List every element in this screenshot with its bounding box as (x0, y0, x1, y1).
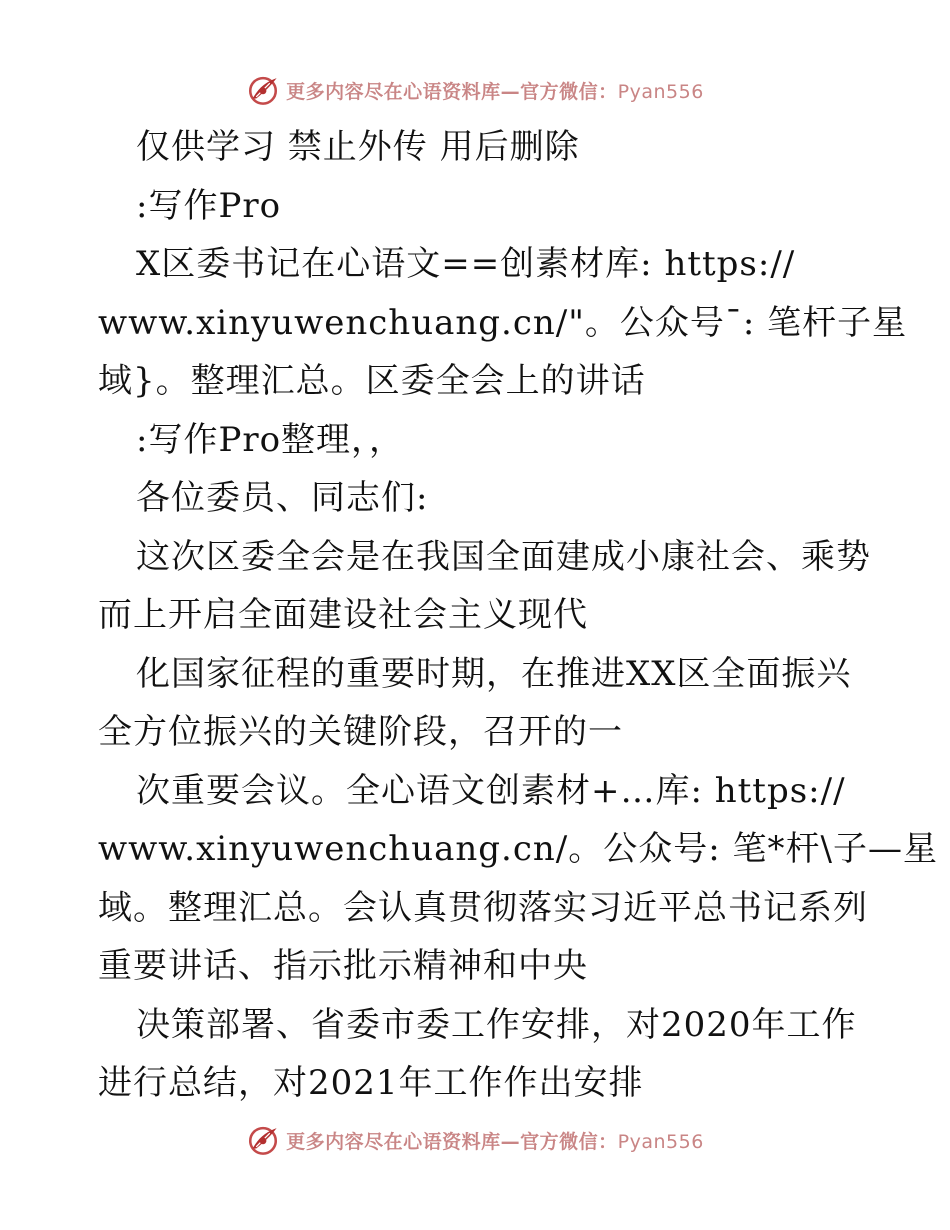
text-line: 进行总结，对2021年工作作出安排 (98, 1063, 644, 1103)
text-line: 决策部署、省委市委工作安排，对2020年工作 (136, 1004, 857, 1045)
wechat-id: Pyan556 (617, 80, 704, 103)
banner-text: 更多内容尽在心语资料库—官方微信：Pyan556 (286, 80, 704, 103)
text-line: :写作Pro整理，， (136, 419, 405, 460)
text-line: 全方位振兴的关键阶段，召开的一 (98, 712, 623, 752)
header-banner (0, 70, 950, 110)
text-line: 重要讲话、指示批示精神和中央 (98, 946, 588, 986)
text-line: X区委书记在心语文==创素材库: https:// (136, 244, 796, 284)
text-line: 域。整理汇总。会认真贯彻落实习近平总书记系列 (98, 887, 868, 928)
text-line: 化国家征程的重要时期，在推进XX区全面振兴 (136, 653, 852, 694)
text-line: 各位委员、同志们: (136, 478, 429, 518)
leaf-pen-logo-icon (246, 1123, 280, 1157)
text-line: 而上开启全面建设社会主义现代 (98, 595, 588, 635)
document-body (98, 118, 938, 1113)
text-line: 仅供学习 禁止外传 用后删除 (136, 127, 580, 167)
banner-text: 更多内容尽在心语资料库—官方微信：Pyan556 (286, 1130, 704, 1153)
text-line: 这次区委全会是在我国全面建成小康社会、乘势 (136, 536, 871, 577)
text-line: 域}。整理汇总。区委全会上的讲话 (98, 361, 646, 401)
text-line: :写作Pro (136, 185, 282, 226)
text-line: 次重要会议。全心语文创素材+…库: https:// (136, 770, 846, 811)
text-line: www.xinyuwenchuang.cn/"。公众号¯: 笔杆子星 (98, 302, 908, 343)
text-line: www.xinyuwenchuang.cn/。公众号: 笔*杆\子—星 (98, 829, 938, 869)
footer-banner (0, 1120, 950, 1160)
leaf-pen-logo-icon (246, 73, 280, 107)
wechat-id: Pyan556 (617, 1130, 704, 1153)
